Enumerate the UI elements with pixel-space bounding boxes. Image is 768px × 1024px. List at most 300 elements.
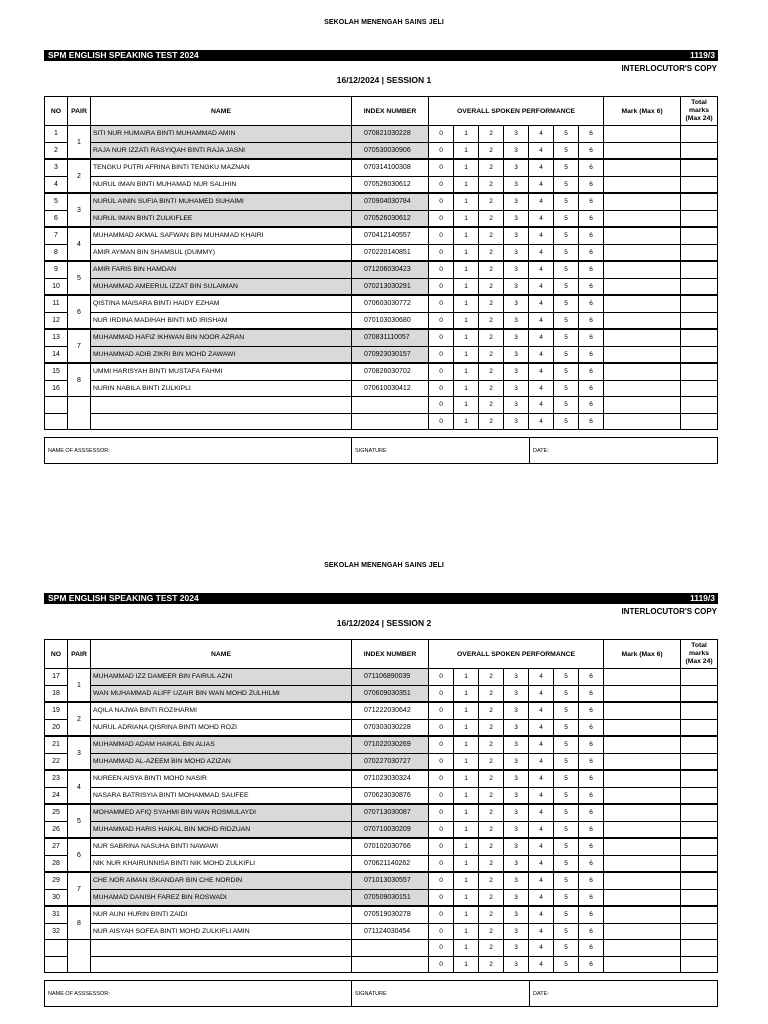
score-option-6[interactable]: 6 (579, 295, 604, 312)
mark-cell[interactable] (604, 244, 681, 261)
score-option-0[interactable]: 0 (429, 838, 454, 855)
score-option-4[interactable]: 4 (529, 413, 554, 430)
score-option-2[interactable]: 2 (479, 295, 504, 312)
score-option-0[interactable]: 0 (429, 261, 454, 278)
score-option-5[interactable]: 5 (554, 227, 579, 244)
total-cell[interactable] (681, 685, 718, 702)
total-cell[interactable] (681, 397, 718, 414)
mark-cell[interactable] (604, 940, 681, 957)
score-option-1[interactable]: 1 (454, 855, 479, 872)
score-option-3[interactable]: 3 (504, 872, 529, 889)
score-option-2[interactable]: 2 (479, 821, 504, 838)
score-option-3[interactable]: 3 (504, 380, 529, 397)
total-cell[interactable] (681, 126, 718, 143)
score-option-4[interactable]: 4 (529, 889, 554, 906)
mark-cell[interactable] (604, 736, 681, 753)
score-option-1[interactable]: 1 (454, 210, 479, 227)
score-option-1[interactable]: 1 (454, 787, 479, 804)
score-option-4[interactable]: 4 (529, 821, 554, 838)
mark-cell[interactable] (604, 363, 681, 380)
score-option-2[interactable]: 2 (479, 346, 504, 363)
score-option-2[interactable]: 2 (479, 956, 504, 973)
total-cell[interactable] (681, 346, 718, 363)
score-option-0[interactable]: 0 (429, 142, 454, 159)
score-option-3[interactable]: 3 (504, 278, 529, 295)
score-option-6[interactable]: 6 (579, 702, 604, 719)
mark-cell[interactable] (604, 278, 681, 295)
score-option-1[interactable]: 1 (454, 397, 479, 414)
total-cell[interactable] (681, 210, 718, 227)
score-option-4[interactable]: 4 (529, 142, 554, 159)
score-option-0[interactable]: 0 (429, 244, 454, 261)
score-option-4[interactable]: 4 (529, 855, 554, 872)
score-option-2[interactable]: 2 (479, 278, 504, 295)
score-option-1[interactable]: 1 (454, 702, 479, 719)
total-cell[interactable] (681, 770, 718, 787)
date-field[interactable]: DATE: (533, 447, 549, 454)
score-option-6[interactable]: 6 (579, 413, 604, 430)
score-option-3[interactable]: 3 (504, 770, 529, 787)
score-option-2[interactable]: 2 (479, 940, 504, 957)
score-option-5[interactable]: 5 (554, 363, 579, 380)
total-cell[interactable] (681, 855, 718, 872)
mark-cell[interactable] (604, 906, 681, 923)
score-option-4[interactable]: 4 (529, 753, 554, 770)
score-option-0[interactable]: 0 (429, 669, 454, 686)
score-option-2[interactable]: 2 (479, 787, 504, 804)
score-option-5[interactable]: 5 (554, 906, 579, 923)
mark-cell[interactable] (604, 193, 681, 210)
score-option-2[interactable]: 2 (479, 702, 504, 719)
score-option-2[interactable]: 2 (479, 227, 504, 244)
total-cell[interactable] (681, 295, 718, 312)
total-cell[interactable] (681, 363, 718, 380)
score-option-6[interactable]: 6 (579, 838, 604, 855)
score-option-6[interactable]: 6 (579, 872, 604, 889)
score-option-0[interactable]: 0 (429, 295, 454, 312)
total-cell[interactable] (681, 244, 718, 261)
mark-cell[interactable] (604, 889, 681, 906)
mark-cell[interactable] (604, 702, 681, 719)
total-cell[interactable] (681, 669, 718, 686)
score-option-5[interactable]: 5 (554, 940, 579, 957)
mark-cell[interactable] (604, 312, 681, 329)
score-option-4[interactable]: 4 (529, 669, 554, 686)
mark-cell[interactable] (604, 397, 681, 414)
total-cell[interactable] (681, 278, 718, 295)
score-option-5[interactable]: 5 (554, 889, 579, 906)
score-option-3[interactable]: 3 (504, 889, 529, 906)
score-option-4[interactable]: 4 (529, 770, 554, 787)
score-option-3[interactable]: 3 (504, 821, 529, 838)
score-option-2[interactable]: 2 (479, 397, 504, 414)
score-option-2[interactable]: 2 (479, 312, 504, 329)
score-option-4[interactable]: 4 (529, 244, 554, 261)
score-option-3[interactable]: 3 (504, 176, 529, 193)
score-option-6[interactable]: 6 (579, 126, 604, 143)
score-option-6[interactable]: 6 (579, 787, 604, 804)
total-cell[interactable] (681, 142, 718, 159)
score-option-6[interactable]: 6 (579, 227, 604, 244)
total-cell[interactable] (681, 872, 718, 889)
score-option-5[interactable]: 5 (554, 702, 579, 719)
score-option-6[interactable]: 6 (579, 770, 604, 787)
score-option-2[interactable]: 2 (479, 804, 504, 821)
score-option-6[interactable]: 6 (579, 397, 604, 414)
score-option-4[interactable]: 4 (529, 719, 554, 736)
score-option-0[interactable]: 0 (429, 923, 454, 940)
score-option-4[interactable]: 4 (529, 278, 554, 295)
score-option-3[interactable]: 3 (504, 804, 529, 821)
score-option-6[interactable]: 6 (579, 363, 604, 380)
total-cell[interactable] (681, 787, 718, 804)
assessor-name-field[interactable]: NAME OF ASSSESSOR: (45, 981, 352, 1007)
score-option-4[interactable]: 4 (529, 193, 554, 210)
score-option-2[interactable]: 2 (479, 736, 504, 753)
score-option-0[interactable]: 0 (429, 753, 454, 770)
score-option-0[interactable]: 0 (429, 413, 454, 430)
score-option-2[interactable]: 2 (479, 906, 504, 923)
mark-cell[interactable] (604, 787, 681, 804)
score-option-0[interactable]: 0 (429, 278, 454, 295)
score-option-5[interactable]: 5 (554, 261, 579, 278)
score-option-5[interactable]: 5 (554, 719, 579, 736)
score-option-0[interactable]: 0 (429, 719, 454, 736)
score-option-0[interactable]: 0 (429, 940, 454, 957)
score-option-5[interactable]: 5 (554, 821, 579, 838)
score-option-0[interactable]: 0 (429, 736, 454, 753)
score-option-5[interactable]: 5 (554, 770, 579, 787)
score-option-0[interactable]: 0 (429, 126, 454, 143)
score-option-1[interactable]: 1 (454, 940, 479, 957)
score-option-2[interactable]: 2 (479, 380, 504, 397)
total-cell[interactable] (681, 312, 718, 329)
mark-cell[interactable] (604, 176, 681, 193)
mark-cell[interactable] (604, 669, 681, 686)
score-option-5[interactable]: 5 (554, 413, 579, 430)
mark-cell[interactable] (604, 295, 681, 312)
score-option-6[interactable]: 6 (579, 329, 604, 346)
mark-cell[interactable] (604, 804, 681, 821)
score-option-6[interactable]: 6 (579, 176, 604, 193)
score-option-6[interactable]: 6 (579, 380, 604, 397)
score-option-6[interactable]: 6 (579, 906, 604, 923)
score-option-5[interactable]: 5 (554, 669, 579, 686)
total-cell[interactable] (681, 838, 718, 855)
score-option-1[interactable]: 1 (454, 176, 479, 193)
mark-cell[interactable] (604, 380, 681, 397)
score-option-3[interactable]: 3 (504, 736, 529, 753)
score-option-6[interactable]: 6 (579, 244, 604, 261)
mark-cell[interactable] (604, 413, 681, 430)
total-cell[interactable] (681, 906, 718, 923)
score-option-0[interactable]: 0 (429, 176, 454, 193)
score-option-5[interactable]: 5 (554, 142, 579, 159)
score-option-5[interactable]: 5 (554, 380, 579, 397)
score-option-3[interactable]: 3 (504, 753, 529, 770)
total-cell[interactable] (681, 940, 718, 957)
score-option-2[interactable]: 2 (479, 159, 504, 176)
score-option-4[interactable]: 4 (529, 346, 554, 363)
score-option-4[interactable]: 4 (529, 159, 554, 176)
score-option-6[interactable]: 6 (579, 312, 604, 329)
score-option-0[interactable]: 0 (429, 329, 454, 346)
score-option-1[interactable]: 1 (454, 346, 479, 363)
mark-cell[interactable] (604, 227, 681, 244)
score-option-6[interactable]: 6 (579, 210, 604, 227)
score-option-2[interactable]: 2 (479, 193, 504, 210)
mark-cell[interactable] (604, 142, 681, 159)
score-option-2[interactable]: 2 (479, 210, 504, 227)
score-option-5[interactable]: 5 (554, 956, 579, 973)
score-option-5[interactable]: 5 (554, 176, 579, 193)
score-option-5[interactable]: 5 (554, 346, 579, 363)
total-cell[interactable] (681, 923, 718, 940)
score-option-1[interactable]: 1 (454, 956, 479, 973)
score-option-5[interactable]: 5 (554, 329, 579, 346)
score-option-1[interactable]: 1 (454, 923, 479, 940)
score-option-1[interactable]: 1 (454, 380, 479, 397)
score-option-0[interactable]: 0 (429, 312, 454, 329)
score-option-1[interactable]: 1 (454, 329, 479, 346)
assessor-name-field[interactable]: NAME OF ASSSESSOR: (45, 438, 352, 464)
mark-cell[interactable] (604, 753, 681, 770)
score-option-2[interactable]: 2 (479, 889, 504, 906)
score-option-5[interactable]: 5 (554, 855, 579, 872)
score-option-4[interactable]: 4 (529, 210, 554, 227)
score-option-4[interactable]: 4 (529, 312, 554, 329)
score-option-6[interactable]: 6 (579, 956, 604, 973)
score-option-3[interactable]: 3 (504, 787, 529, 804)
total-cell[interactable] (681, 380, 718, 397)
score-option-0[interactable]: 0 (429, 770, 454, 787)
mark-cell[interactable] (604, 956, 681, 973)
score-option-2[interactable]: 2 (479, 719, 504, 736)
total-cell[interactable] (681, 227, 718, 244)
score-option-5[interactable]: 5 (554, 787, 579, 804)
score-option-2[interactable]: 2 (479, 261, 504, 278)
date-field[interactable]: DATE: (533, 990, 549, 997)
score-option-2[interactable]: 2 (479, 753, 504, 770)
score-option-3[interactable]: 3 (504, 397, 529, 414)
mark-cell[interactable] (604, 329, 681, 346)
score-option-3[interactable]: 3 (504, 906, 529, 923)
signature-field[interactable]: SIGNATURE (352, 981, 530, 1007)
score-option-3[interactable]: 3 (504, 193, 529, 210)
score-option-0[interactable]: 0 (429, 346, 454, 363)
total-cell[interactable] (681, 821, 718, 838)
score-option-4[interactable]: 4 (529, 227, 554, 244)
score-option-5[interactable]: 5 (554, 685, 579, 702)
score-option-4[interactable]: 4 (529, 956, 554, 973)
score-option-1[interactable]: 1 (454, 669, 479, 686)
score-option-3[interactable]: 3 (504, 685, 529, 702)
total-cell[interactable] (681, 804, 718, 821)
score-option-1[interactable]: 1 (454, 889, 479, 906)
score-option-1[interactable]: 1 (454, 159, 479, 176)
score-option-0[interactable]: 0 (429, 821, 454, 838)
mark-cell[interactable] (604, 770, 681, 787)
mark-cell[interactable] (604, 872, 681, 889)
score-option-0[interactable]: 0 (429, 380, 454, 397)
score-option-2[interactable]: 2 (479, 872, 504, 889)
score-option-3[interactable]: 3 (504, 312, 529, 329)
score-option-2[interactable]: 2 (479, 855, 504, 872)
score-option-4[interactable]: 4 (529, 923, 554, 940)
score-option-3[interactable]: 3 (504, 956, 529, 973)
score-option-1[interactable]: 1 (454, 126, 479, 143)
score-option-1[interactable]: 1 (454, 770, 479, 787)
score-option-3[interactable]: 3 (504, 346, 529, 363)
score-option-5[interactable]: 5 (554, 278, 579, 295)
signature-field[interactable]: SIGNATURE (352, 438, 530, 464)
score-option-4[interactable]: 4 (529, 176, 554, 193)
score-option-3[interactable]: 3 (504, 126, 529, 143)
total-cell[interactable] (681, 753, 718, 770)
score-option-1[interactable]: 1 (454, 278, 479, 295)
score-option-1[interactable]: 1 (454, 736, 479, 753)
total-cell[interactable] (681, 702, 718, 719)
score-option-3[interactable]: 3 (504, 702, 529, 719)
score-option-4[interactable]: 4 (529, 295, 554, 312)
score-option-0[interactable]: 0 (429, 906, 454, 923)
score-option-4[interactable]: 4 (529, 126, 554, 143)
score-option-2[interactable]: 2 (479, 363, 504, 380)
score-option-4[interactable]: 4 (529, 906, 554, 923)
score-option-1[interactable]: 1 (454, 413, 479, 430)
score-option-2[interactable]: 2 (479, 176, 504, 193)
score-option-6[interactable]: 6 (579, 736, 604, 753)
score-option-0[interactable]: 0 (429, 159, 454, 176)
score-option-3[interactable]: 3 (504, 295, 529, 312)
score-option-6[interactable]: 6 (579, 278, 604, 295)
score-option-6[interactable]: 6 (579, 889, 604, 906)
score-option-5[interactable]: 5 (554, 312, 579, 329)
score-option-1[interactable]: 1 (454, 685, 479, 702)
score-option-4[interactable]: 4 (529, 872, 554, 889)
score-option-4[interactable]: 4 (529, 702, 554, 719)
score-option-1[interactable]: 1 (454, 227, 479, 244)
score-option-5[interactable]: 5 (554, 159, 579, 176)
score-option-4[interactable]: 4 (529, 940, 554, 957)
score-option-3[interactable]: 3 (504, 940, 529, 957)
total-cell[interactable] (681, 159, 718, 176)
score-option-3[interactable]: 3 (504, 923, 529, 940)
score-option-4[interactable]: 4 (529, 685, 554, 702)
total-cell[interactable] (681, 413, 718, 430)
score-option-5[interactable]: 5 (554, 753, 579, 770)
score-option-1[interactable]: 1 (454, 312, 479, 329)
score-option-1[interactable]: 1 (454, 753, 479, 770)
total-cell[interactable] (681, 176, 718, 193)
score-option-2[interactable]: 2 (479, 669, 504, 686)
score-option-4[interactable]: 4 (529, 736, 554, 753)
score-option-0[interactable]: 0 (429, 193, 454, 210)
total-cell[interactable] (681, 719, 718, 736)
score-option-4[interactable]: 4 (529, 329, 554, 346)
score-option-6[interactable]: 6 (579, 193, 604, 210)
score-option-5[interactable]: 5 (554, 397, 579, 414)
score-option-4[interactable]: 4 (529, 380, 554, 397)
score-option-6[interactable]: 6 (579, 940, 604, 957)
score-option-4[interactable]: 4 (529, 363, 554, 380)
score-option-3[interactable]: 3 (504, 142, 529, 159)
score-option-5[interactable]: 5 (554, 872, 579, 889)
score-option-0[interactable]: 0 (429, 956, 454, 973)
score-option-6[interactable]: 6 (579, 346, 604, 363)
score-option-3[interactable]: 3 (504, 261, 529, 278)
score-option-3[interactable]: 3 (504, 855, 529, 872)
score-option-1[interactable]: 1 (454, 244, 479, 261)
score-option-3[interactable]: 3 (504, 838, 529, 855)
total-cell[interactable] (681, 329, 718, 346)
score-option-1[interactable]: 1 (454, 193, 479, 210)
score-option-0[interactable]: 0 (429, 787, 454, 804)
score-option-5[interactable]: 5 (554, 736, 579, 753)
score-option-2[interactable]: 2 (479, 838, 504, 855)
score-option-6[interactable]: 6 (579, 669, 604, 686)
score-option-2[interactable]: 2 (479, 126, 504, 143)
score-option-0[interactable]: 0 (429, 702, 454, 719)
total-cell[interactable] (681, 889, 718, 906)
score-option-2[interactable]: 2 (479, 685, 504, 702)
score-option-6[interactable]: 6 (579, 821, 604, 838)
score-option-0[interactable]: 0 (429, 363, 454, 380)
mark-cell[interactable] (604, 126, 681, 143)
score-option-2[interactable]: 2 (479, 244, 504, 261)
score-option-0[interactable]: 0 (429, 804, 454, 821)
score-option-3[interactable]: 3 (504, 363, 529, 380)
total-cell[interactable] (681, 261, 718, 278)
score-option-1[interactable]: 1 (454, 872, 479, 889)
score-option-1[interactable]: 1 (454, 363, 479, 380)
score-option-1[interactable]: 1 (454, 838, 479, 855)
score-option-3[interactable]: 3 (504, 413, 529, 430)
score-option-1[interactable]: 1 (454, 295, 479, 312)
mark-cell[interactable] (604, 346, 681, 363)
score-option-1[interactable]: 1 (454, 142, 479, 159)
score-option-5[interactable]: 5 (554, 295, 579, 312)
score-option-5[interactable]: 5 (554, 210, 579, 227)
score-option-5[interactable]: 5 (554, 244, 579, 261)
mark-cell[interactable] (604, 719, 681, 736)
score-option-5[interactable]: 5 (554, 126, 579, 143)
mark-cell[interactable] (604, 838, 681, 855)
score-option-3[interactable]: 3 (504, 329, 529, 346)
score-option-6[interactable]: 6 (579, 923, 604, 940)
score-option-0[interactable]: 0 (429, 872, 454, 889)
score-option-2[interactable]: 2 (479, 413, 504, 430)
score-option-3[interactable]: 3 (504, 159, 529, 176)
score-option-2[interactable]: 2 (479, 142, 504, 159)
score-option-3[interactable]: 3 (504, 719, 529, 736)
score-option-2[interactable]: 2 (479, 923, 504, 940)
total-cell[interactable] (681, 736, 718, 753)
score-option-4[interactable]: 4 (529, 804, 554, 821)
score-option-2[interactable]: 2 (479, 770, 504, 787)
score-option-1[interactable]: 1 (454, 804, 479, 821)
score-option-6[interactable]: 6 (579, 753, 604, 770)
mark-cell[interactable] (604, 685, 681, 702)
score-option-6[interactable]: 6 (579, 855, 604, 872)
mark-cell[interactable] (604, 159, 681, 176)
mark-cell[interactable] (604, 261, 681, 278)
score-option-0[interactable]: 0 (429, 889, 454, 906)
score-option-0[interactable]: 0 (429, 855, 454, 872)
score-option-5[interactable]: 5 (554, 193, 579, 210)
score-option-1[interactable]: 1 (454, 261, 479, 278)
score-option-1[interactable]: 1 (454, 719, 479, 736)
